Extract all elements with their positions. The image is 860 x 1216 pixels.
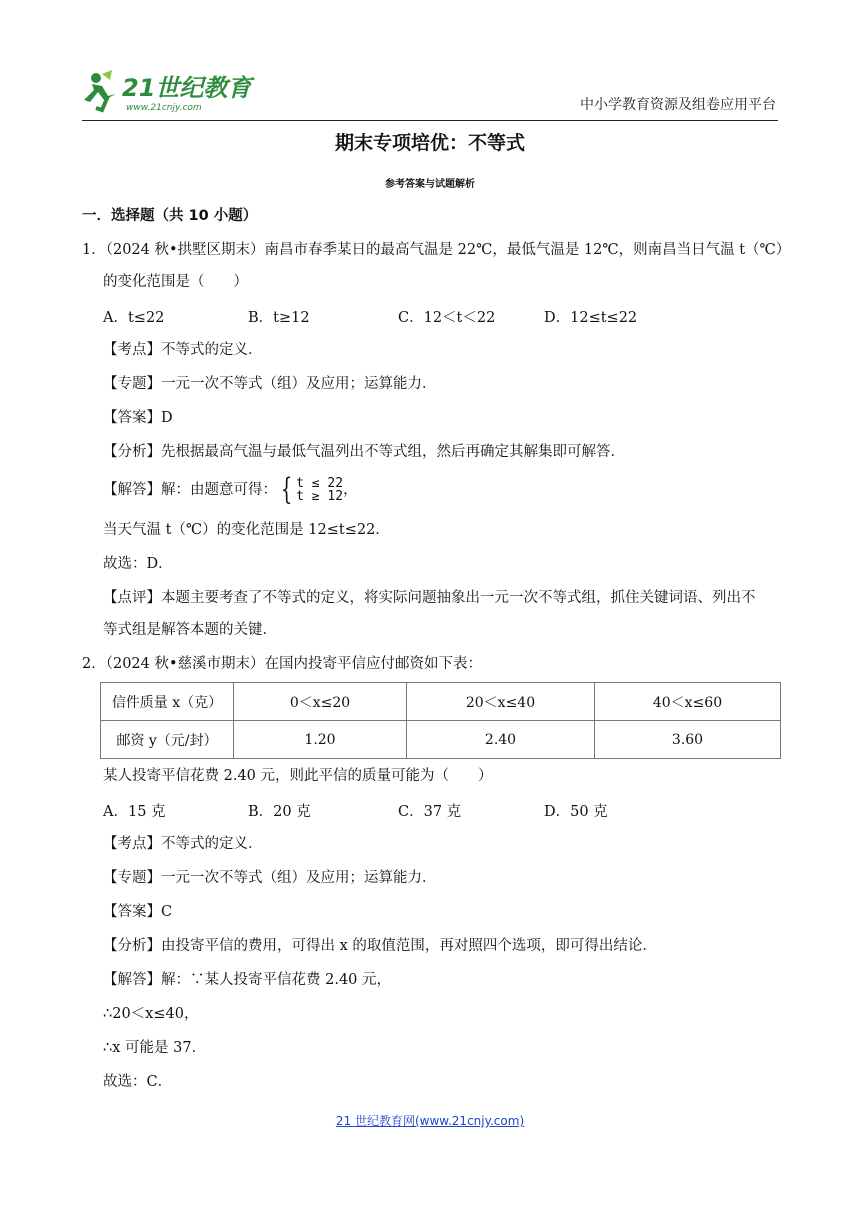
q2-answer: 【答案】C [103,904,173,920]
q1-zhuanti: 【专题】一元一次不等式（组）及应用；运算能力． [103,376,437,392]
table-cell: 信件质量 x（克） [101,683,234,721]
q2-solution: 【解答】解：∵某人投寄平信花费 2.40 元， [103,972,392,988]
postage-table [100,682,781,759]
q1-range-line: 当天气温 t（℃）的变化范围是 12≤t≤22． [103,522,390,538]
q2-question: 某人投寄平信花费 2.40 元，则此平信的质量可能为（ ） [103,768,493,784]
table-cell: 1.20 [234,721,407,759]
logo-url: www.21cnjy.com [126,103,202,113]
q1-answer: 【答案】D [103,410,173,426]
footer-link[interactable]: 21 世纪教育网(www.21cnjy.com) [335,1114,525,1128]
table-cell: 20＜x≤40 [407,683,595,721]
q2-option-d: D．50 克 [544,804,608,820]
q1-system-suffix: ， [343,482,358,498]
q2-step2: ∴x 可能是 37． [103,1040,207,1056]
q2-option-b: B．20 克 [248,804,311,820]
runner-icon [84,70,116,110]
table-cell: 3.60 [595,721,781,759]
q2-choose: 故选：C． [103,1074,173,1090]
q1-option-a: A．t≤22 [103,310,165,326]
table-row [101,683,781,721]
section-heading: 一．选择题（共 10 小题） [82,208,258,224]
q1-stem-line2: 的变化范围是（ ） [103,274,248,290]
table-row [101,721,781,759]
table-cell: 40＜x≤60 [595,683,781,721]
q1-kaodian: 【考点】不等式的定义． [103,342,263,358]
q1-comment-line2: 等式组是解答本题的关键． [103,622,277,638]
q1-option-b: B．t≥12 [248,310,310,326]
q1-analysis: 【分析】先根据最高气温与最低气温列出不等式组，然后再确定其解集即可解答． [103,444,625,460]
q1-solution-prefix: 【解答】解：由题意可得： [103,482,277,498]
logo-text: 21世纪教育 [122,74,252,102]
system-row-2: t ≥ 12 [296,489,344,504]
q1-stem-line1: 1．（2024 秋•拱墅区期末）南昌市春季某日的最高气温是 22℃，最低气温是 12℃，则南昌当日气温 t（℃） [82,242,791,258]
table-cell: 邮资 y（元/封） [101,721,234,759]
q1-option-c: C．12＜t＜22 [398,310,496,326]
logo [82,66,262,116]
q2-analysis: 【分析】由投寄平信的费用，可得出 x 的取值范围，再对照四个选项，即可得出结论． [103,938,657,954]
q1-solution [103,474,358,506]
q1-comment-line1: 【点评】本题主要考查了不等式的定义，将实际问题抽象出一元一次不等式组，抓住关键词语、列出不 [103,590,756,606]
table-cell: 0＜x≤20 [234,683,407,721]
page-header [82,62,778,121]
page-title: 期末专项培优：不等式 [334,132,525,154]
q2-zhuanti: 【专题】一元一次不等式（组）及应用；运算能力． [103,870,437,886]
platform-name: 中小学教育资源及组卷应用平台 [580,97,776,113]
table-cell: 2.40 [407,721,595,759]
q2-step1: ∴20＜x≤40， [103,1006,199,1022]
q2-option-c: C．37 克 [398,804,462,820]
q2-stem: 2．（2024 秋•慈溪市期末）在国内投寄平信应付邮资如下表： [82,656,483,672]
page-subtitle: 参考答案与试题解析 [385,179,475,190]
inequality-system: { t ≤ 22 t ≥ 12 [280,472,344,507]
system-row-1: t ≤ 22 [296,476,344,491]
q2-kaodian: 【考点】不等式的定义． [103,836,263,852]
q1-choose: 故选：D． [103,556,173,572]
q1-option-d: D．12≤t≤22 [544,310,638,326]
q2-option-a: A．15 克 [103,804,166,820]
